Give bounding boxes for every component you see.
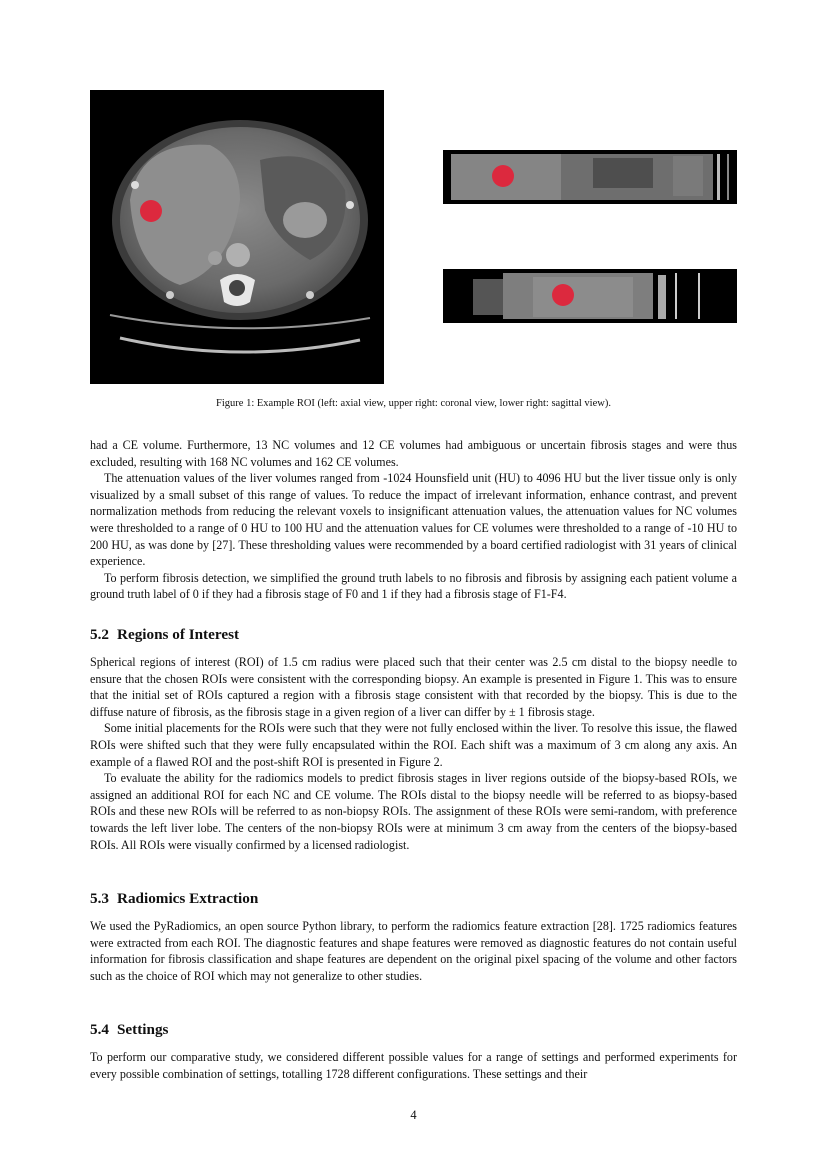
roi-marker (492, 165, 514, 187)
section-title: Settings (116, 1021, 169, 1038)
page-number: 4 (410, 1108, 417, 1122)
figure-axial-view (90, 90, 384, 384)
section-title: Radiomics Extraction (116, 890, 259, 907)
section-number: 5.3 (90, 890, 109, 907)
body-text-block (90, 437, 737, 603)
roi-marker (140, 200, 162, 222)
paragraph: To perform fibrosis detection, we simplified the ground truth labels to no fibrosis and fibrosis by assigning each patient volume a ground truth label of 0 if they had a fibrosis stage of F0 and 1 if they had a fibrosis stage of F1-F4. (90, 570, 737, 602)
section-body (90, 1049, 737, 1082)
section-body (90, 918, 737, 984)
paragraph: We used the PyRadiomics, an open source Python library, to perform the radiomics feature extraction [28]. 1725 radiomics features were extracted from each ROI. The diagnostic features and shape features were removed as diagnostic features do not contain useful information for fibrosis classification and shape features are dependent on the original pixel spacing of the volume and other factors such as the choice of ROI which may not generalize to other studies. (90, 919, 737, 983)
figure-sagittal-view (443, 269, 737, 323)
paragraph: The attenuation values of the liver volumes ranged from -1024 Hounsfield unit (HU) to 4096 HU but the liver tissue only is only visualized by a small subset of this range of values. To reduce the impact of irrelevant information, enhance contrast, and prevent normalization methods from reducing the relevant voxels to insignificant attenuation values, the attenuation values for NC volumes were thresholded to a range of 0 HU to 100 HU and the attenuation values for CE volumes were thresholded to a range of -10 HU to 200 HU, as was done by [27]. These thresholding values were recommended by a board certified radiologist with 31 years of clinical experience. (90, 471, 737, 569)
section-title: Regions of Interest (116, 626, 240, 643)
section-heading (90, 890, 258, 908)
paragraph: Some initial placements for the ROIs were such that they were not fully enclosed within the liver. To resolve this issue, the flawed ROIs were shifted such that they were fully encapsulated within the ROI. Each shift was a maximum of 3 cm along any axis. An example of a flawed ROI and the post-shift ROI is presented in Figure 2. (90, 721, 737, 769)
paragraph: To perform our comparative study, we considered different possible values for a range of settings and performed experiments for every possible combination of settings, totalling 1728 different configurations. These settings and their (90, 1050, 737, 1081)
section-number: 5.2 (90, 626, 109, 643)
paragraph: had a CE volume. Furthermore, 13 NC volumes and 12 CE volumes had ambiguous or uncertain fibrosis stages and were thus excluded, resulting with 168 NC volumes and 162 CE volumes. (90, 438, 737, 469)
paragraph: To evaluate the ability for the radiomics models to predict fibrosis stages in liver regions outside of the biopsy-based ROIs, we assigned an additional ROI for each NC and CE volume. The ROIs distal to the biopsy needle will be referred to as biopsy-based ROIs and these new ROIs will be referred to as non-biopsy ROIs. The assignment of these ROIs were semi-random, with preference towards the left liver lobe. The centers of the non-biopsy ROIs were at minimum 3 cm away from the centers of the biopsy-based ROIs. All ROIs were visually confirmed by a licensed radiologist. (90, 771, 737, 852)
section-heading (90, 626, 239, 644)
section-heading (90, 1021, 168, 1039)
paragraph: Spherical regions of interest (ROI) of 1.5 cm radius were placed such that their center was 2.5 cm distal to the biopsy needle to ensure that the chosen ROIs were consistent with the corresponding biopsy. An example is presented in Figure 1. This was to ensure that the initial set of ROIs captured a region with a fibrosis stage consistent with that recorded by the biopsy. This is due to the diffuse nature of fibrosis, as the fibrosis stage in a given region of a liver can differ by ± 1 fibrosis stage. (90, 655, 737, 719)
figure-coronal-view (443, 150, 737, 204)
section-number: 5.4 (90, 1021, 109, 1038)
section-body (90, 654, 737, 853)
figure-caption: Figure 1: Example ROI (left: axial view, upper right: coronal view, lower right: sagittal view). (216, 398, 611, 409)
roi-marker (552, 284, 574, 306)
